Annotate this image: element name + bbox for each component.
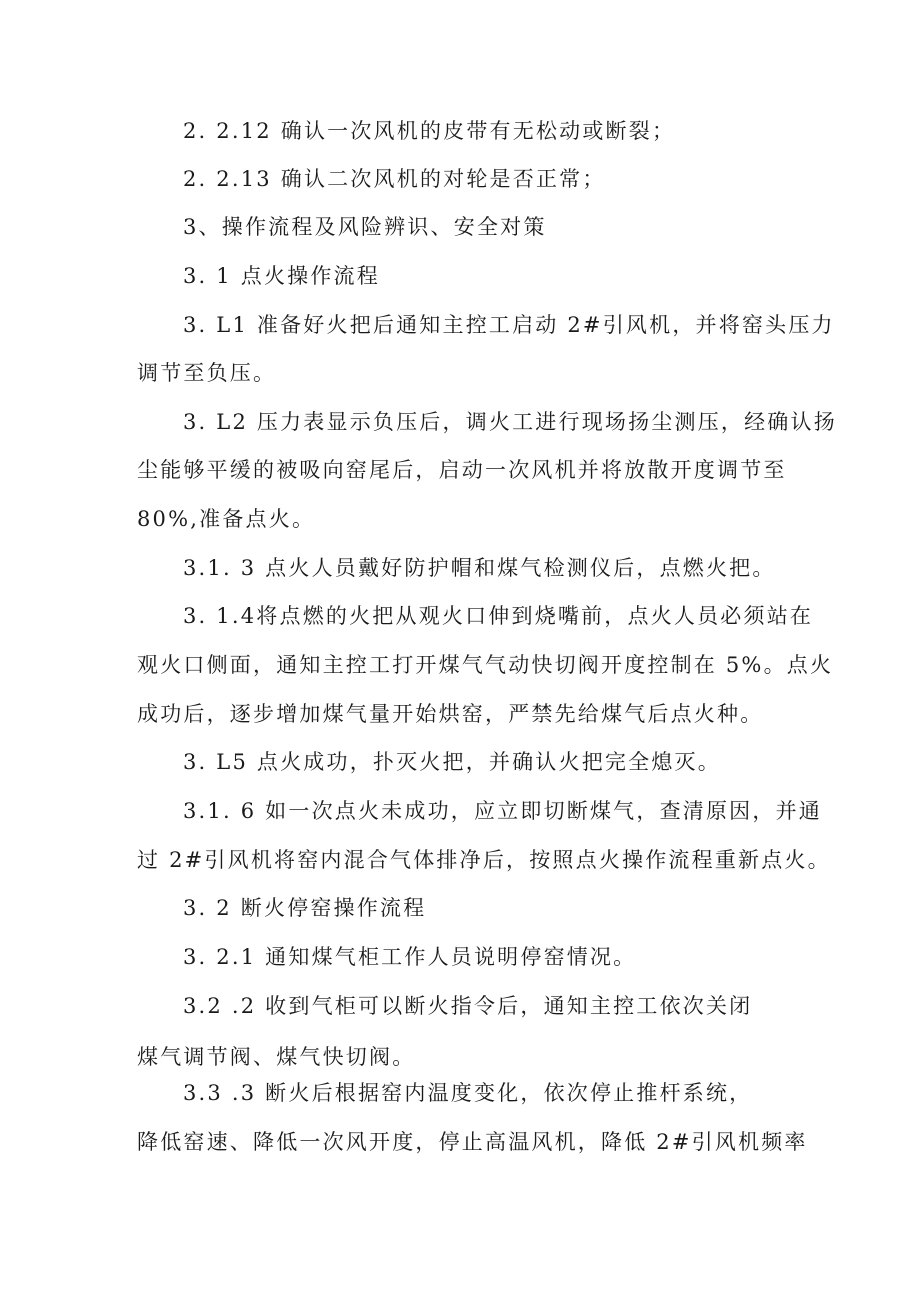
clause-2-2-13: 2. 2.13 确认二次风机的对轮是否正常； bbox=[183, 167, 606, 191]
clause-3-1-2-line-2: 尘能够平缓的被吸向窑尾后，启动一次风机并将放散开度调节至 bbox=[137, 458, 787, 482]
clause-3-2-2-line-1: 3.2 .2 收到气柜可以断火指令后，通知主控工依次关闭 bbox=[183, 994, 753, 1018]
clause-3-3-3-line-1: 3.3 .3 断火后根据窑内温度变化，依次停止推杆系统， bbox=[183, 1081, 753, 1105]
clause-3-1-1-line-2: 调节至负压。 bbox=[137, 361, 277, 385]
clause-3-2-1: 3. 2.1 通知煤气柜工作人员说明停窑情况。 bbox=[183, 945, 637, 969]
section-3-heading: 3、操作流程及风险辨识、安全对策 bbox=[183, 215, 547, 239]
clause-3-1-5: 3. L5 点火成功，扑灭火把，并确认火把完全熄灭。 bbox=[183, 750, 721, 774]
clause-3-1-3: 3.1. 3 点火人员戴好防护帽和煤气检测仪后，点燃火把。 bbox=[183, 556, 776, 580]
clause-3-1-2-line-1: 3. L2 压力表显示负压后，调火工进行现场扬尘测压，经确认扬 bbox=[183, 410, 837, 434]
clause-3-1-4-line-1: 3. 1.4将点燃的火把从观火口伸到烧嘴前，点火人员必须站在 bbox=[183, 604, 814, 628]
clause-3-3-3-line-2: 降低窑速、降低一次风开度，停止高温风机，降低 2#引风机频率 bbox=[137, 1130, 808, 1154]
clause-2-2-12: 2. 2.12 确认一次风机的皮带有无松动或断裂； bbox=[183, 119, 676, 143]
clause-3-1-2-line-3: 80%,准备点火。 bbox=[137, 507, 316, 531]
section-3-2-heading: 3. 2 断火停窑操作流程 bbox=[183, 896, 427, 920]
clause-3-1-6-line-1: 3.1. 6 如一次点火未成功，应立即切断煤气，查清原因，并通 bbox=[183, 799, 822, 823]
clause-3-1-4-line-3: 成功后，逐步增加煤气量开始烘窑，严禁先给煤气后点火种。 bbox=[137, 702, 764, 726]
clause-3-1-4-line-2: 观火口侧面，通知主控工打开煤气气动快切阀开度控制在 5%。点火 bbox=[137, 653, 834, 677]
clause-3-1-1-line-1: 3. L1 准备好火把后通知主控工启动 2#引风机，并将窑头压力 bbox=[183, 313, 835, 337]
section-3-1-heading: 3. 1 点火操作流程 bbox=[183, 264, 380, 288]
clause-3-2-2-line-2: 煤气调节阀、煤气快切阀。 bbox=[137, 1045, 416, 1069]
clause-3-1-6-line-2: 过 2#引风机将窑内混合气体排净后，按照点火操作流程重新点火。 bbox=[137, 848, 831, 872]
